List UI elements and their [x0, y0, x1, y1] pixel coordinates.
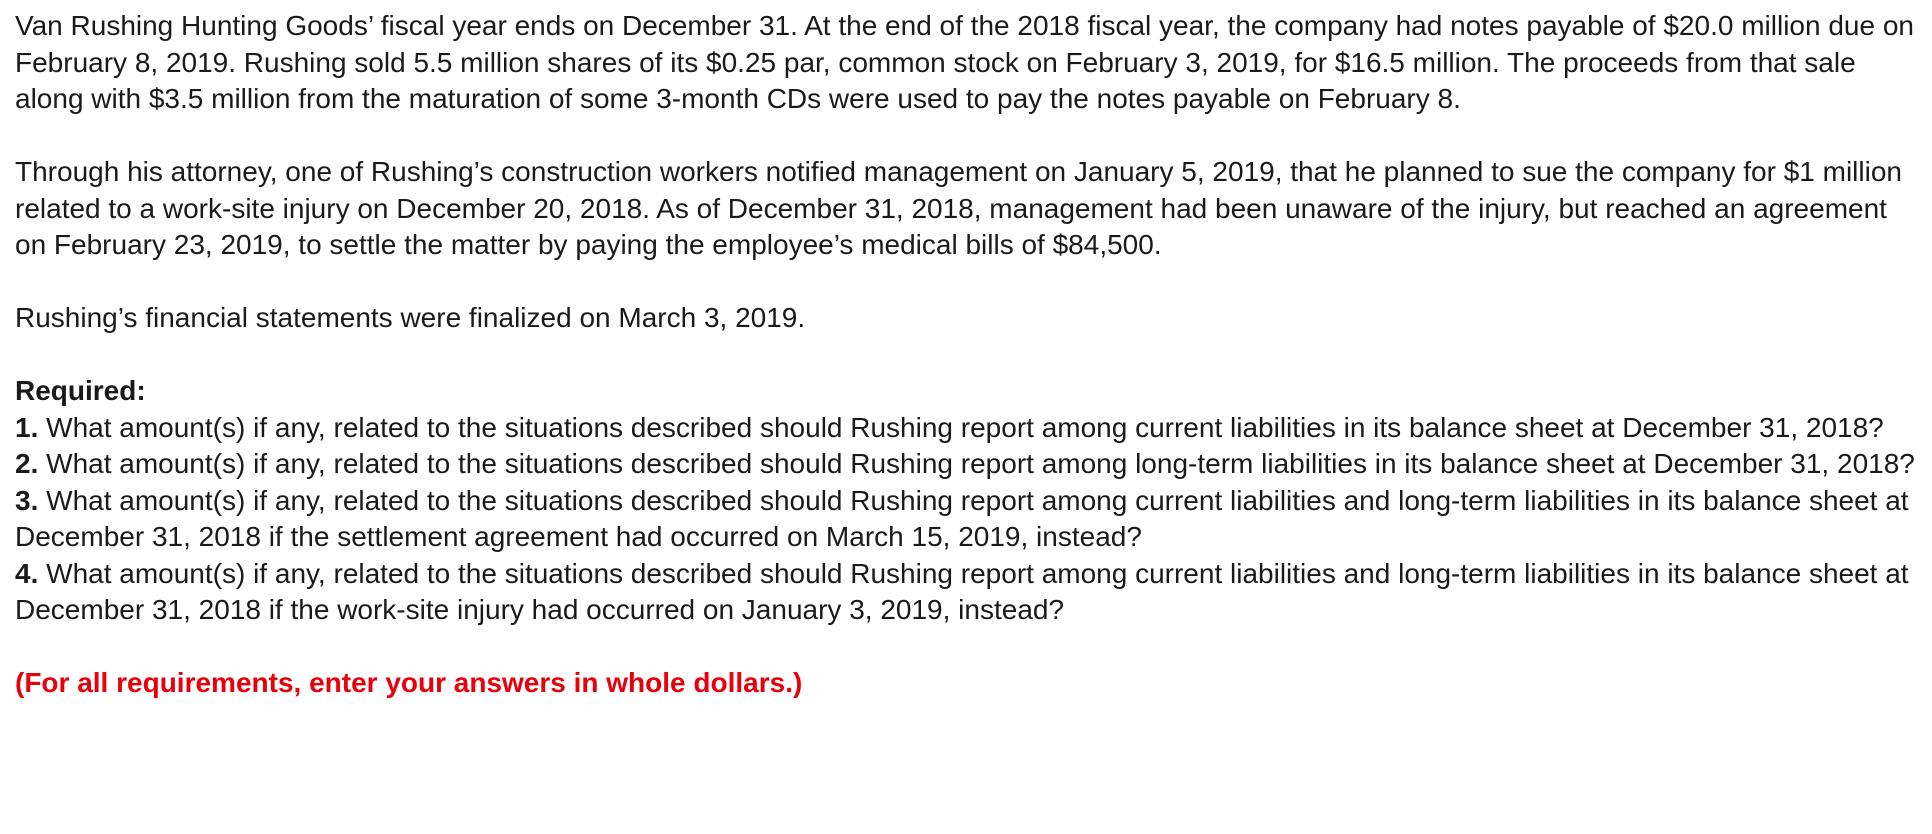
required-item-2	[15, 446, 1917, 483]
required-item-number: 1.	[15, 411, 39, 443]
paragraph-lawsuit: Through his attorney, one of Rushing’s construction workers notified management on January 5, 2019, that he planned to sue the company for $1 million related to a work-site injury on December 20, 2018. As of December 31, 2018, management had been unaware of the injury, but reached an agreement on February 23, 2019, to settle the matter by paying the employee’s medical bills of $84,500.	[15, 156, 1902, 260]
required-item-text: What amount(s) if any, related to the situations described should Rushing report among current liabilities and long-term liabilities in its balance sheet at December 31, 2018 if the work-site injury had occurred on January 3, 2019, instead?	[15, 557, 1909, 625]
required-item-text: What amount(s) if any, related to the situations described should Rushing report among current liabilities in its balance sheet at December 31, 2018?	[38, 411, 1884, 443]
whole-dollars-note: (For all requirements, enter your answers in whole dollars.)	[15, 667, 803, 698]
required-item-text: What amount(s) if any, related to the situations described should Rushing report among current liabilities and long-term liabilities in its balance sheet at December 31, 2018 if the settlement agreement had occurred on March 15, 2019, instead?	[15, 484, 1909, 552]
required-item-4	[15, 556, 1917, 629]
required-heading: Required:	[15, 375, 146, 406]
required-item-number: 2.	[15, 448, 39, 479]
paragraph-fiscal-year: Van Rushing Hunting Goods’ fiscal year ends on December 31. At the end of the 2018 fiscal year, the company had notes payable of $20.0 million due on February 8, 2019. Rushing sold 5.5 million shares of its $0.25 par, common stock on February 3, 2019, for $16.5 million. The proceeds from that sale along with $3.5 million from the maturation of some 3-month CDs were used to pay the notes payable on February 8.	[15, 10, 1914, 114]
paragraph-finalized: Rushing’s financial statements were finalized on March 3, 2019.	[15, 302, 806, 333]
required-section	[15, 373, 1917, 629]
required-item-1	[15, 410, 1917, 447]
required-item-3	[15, 483, 1917, 556]
required-item-number: 3.	[15, 484, 39, 516]
required-item-text: What amount(s) if any, related to the situations described should Rushing report among long-term liabilities in its balance sheet at December 31, 2018?	[38, 448, 1915, 479]
required-item-number: 4.	[15, 557, 39, 589]
